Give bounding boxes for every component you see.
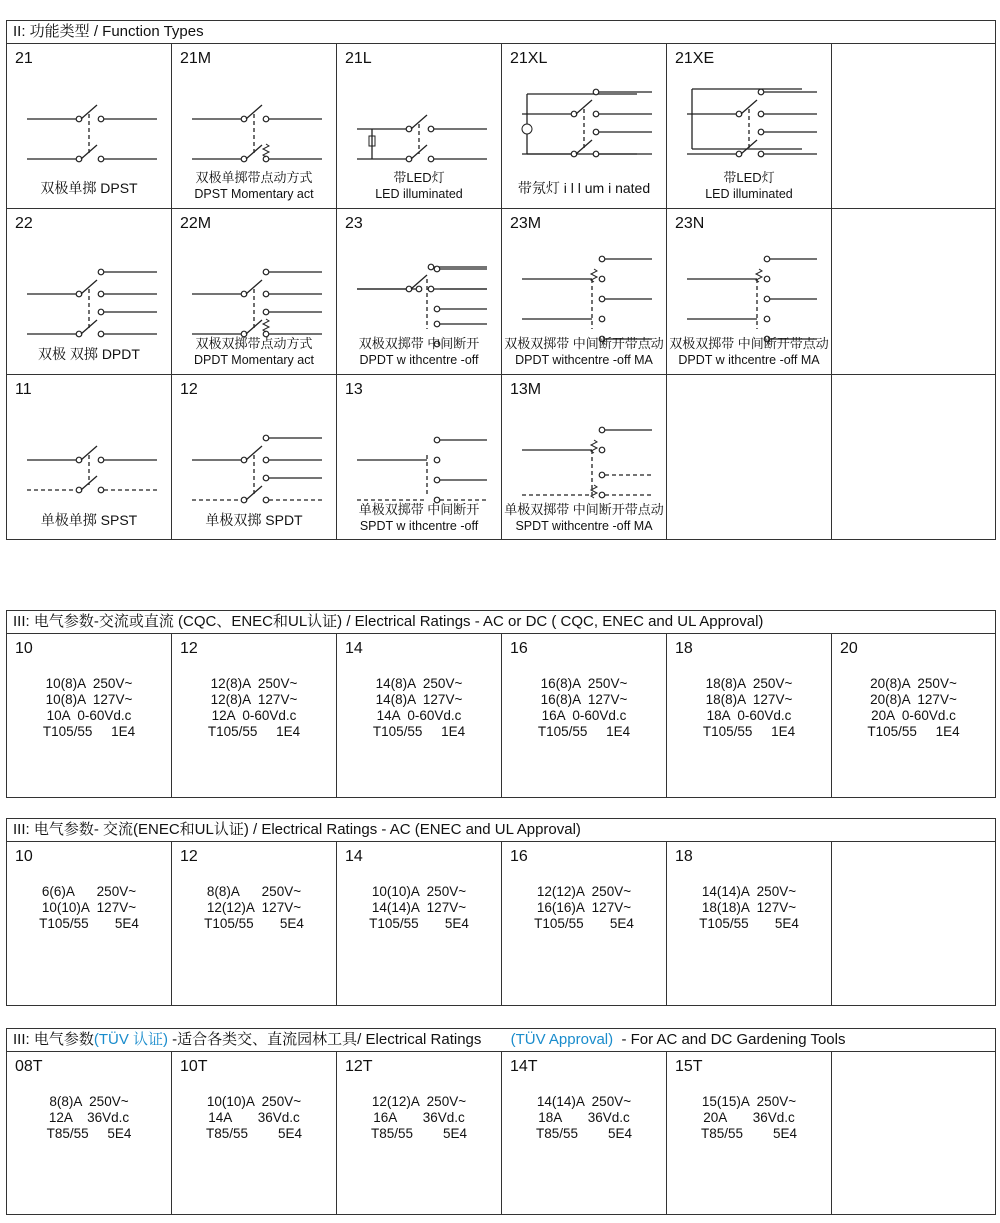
function-type-cell	[7, 44, 172, 209]
rating-cell	[832, 842, 995, 1006]
function-type-cell	[172, 209, 337, 375]
switch-schematic-icon	[17, 239, 162, 349]
function-type-cell	[667, 44, 832, 209]
ratings-ac-dc-header: III: 电气参数-交流或直流 (CQC、ENEC和UL认证) / Electrical Ratings - AC or DC ( CQC, ENEC and UL Approval)	[7, 611, 995, 634]
ratings-tuv-section	[6, 1028, 996, 1215]
ratings-ac-section	[6, 818, 996, 1006]
rating-cell	[667, 634, 832, 798]
function-caption: 单极单掷 SPST	[40, 512, 138, 528]
rating-code: 10T	[180, 1058, 208, 1075]
ratings-tuv-header-c: -适合各类交、直流园林工具/ Electrical Ratings	[168, 1031, 511, 1048]
function-caption-cn: 单极双掷带 中间断开带点动	[504, 502, 664, 517]
function-type-cell	[502, 375, 667, 540]
rating-values: 10(8)A 250V~ 10(8)A 127V~ 10A 0-60Vd.c T105/55 1E4	[42, 676, 136, 739]
ratings-tuv-grid	[7, 1052, 995, 1215]
rating-cell	[832, 1052, 995, 1215]
function-type-cell	[832, 44, 995, 209]
ratings-ac-header: III: 电气参数- 交流(ENEC和UL认证) / Electrical Ratings - AC (ENEC and UL Approval)	[7, 819, 995, 842]
ratings-tuv-header	[7, 1029, 995, 1052]
rating-values: 18(8)A 250V~ 18(8)A 127V~ 18A 0-60Vd.c T105/55 1E4	[702, 676, 796, 739]
rating-cell	[832, 634, 995, 798]
rating-code: 16	[510, 640, 528, 657]
function-caption-cn: 双极双掷带点动方式	[195, 336, 313, 351]
rating-cell	[337, 634, 502, 798]
rating-values: 16(8)A 250V~ 16(8)A 127V~ 16A 0-60Vd.c T105/55 1E4	[537, 676, 631, 739]
rating-code: 14	[345, 848, 363, 865]
rating-cell	[502, 1052, 667, 1215]
rating-code: 14	[345, 640, 363, 657]
function-type-cell	[337, 209, 502, 375]
function-caption-en: DPDT withcentre -off MA	[515, 353, 653, 367]
function-caption: 双极 双掷 DPDT	[38, 346, 140, 362]
rating-values: 12(12)A 250V~ 16A 36Vd.c T85/55 5E4	[370, 1094, 468, 1141]
function-types-section	[6, 20, 996, 540]
ratings-ac-dc-section	[6, 610, 996, 798]
rating-cell	[172, 1052, 337, 1215]
function-type-cell	[832, 209, 995, 375]
function-caption-cn: 单极双掷带 中间断开	[358, 502, 480, 517]
rating-cell	[667, 842, 832, 1006]
function-type-cell	[7, 375, 172, 540]
function-type-cell	[667, 209, 832, 375]
function-caption-en: LED illuminated	[375, 187, 463, 201]
rating-code: 20	[840, 640, 858, 657]
function-code: 22	[15, 215, 33, 232]
rating-values: 20(8)A 250V~ 20(8)A 127V~ 20A 0-60Vd.c T105/55 1E4	[867, 676, 960, 739]
function-code: 23N	[675, 215, 705, 232]
rating-code: 08T	[15, 1058, 43, 1075]
function-caption-en: SPDT w ithcentre -off	[359, 519, 479, 533]
rating-cell	[7, 842, 172, 1006]
ratings-tuv-header-e: - For AC and DC Gardening Tools	[613, 1031, 846, 1048]
function-type-cell	[172, 44, 337, 209]
function-code: 13	[345, 381, 363, 398]
function-caption-cn: 双极双掷带 中间断开带点动	[669, 336, 829, 351]
rating-code: 18	[675, 848, 693, 865]
function-types-header: II: 功能类型 / Function Types	[7, 21, 995, 44]
function-caption-cn: 双极单掷带点动方式	[195, 170, 313, 185]
rating-code: 10	[15, 640, 33, 657]
rating-values: 8(8)A 250V~ 12(12)A 127V~ T105/55 5E4	[204, 884, 304, 931]
rating-code: 12	[180, 848, 198, 865]
function-caption-en: DPDT Momentary act	[194, 353, 314, 367]
function-type-cell	[172, 375, 337, 540]
function-code: 12	[180, 381, 198, 398]
function-type-cell	[337, 44, 502, 209]
rating-values: 14(14)A 250V~ 18(18)A 127V~ T105/55 5E4	[699, 884, 799, 931]
function-caption: 带氖灯 i l l um i nated	[517, 180, 651, 196]
rating-code: 12	[180, 640, 198, 657]
rating-code: 14T	[510, 1058, 538, 1075]
rating-values: 12(8)A 250V~ 12(8)A 127V~ 12A 0-60Vd.c T105/55 1E4	[207, 676, 301, 739]
function-caption-cn: 带LED灯	[723, 170, 775, 185]
rating-cell	[667, 1052, 832, 1215]
rating-code: 15T	[675, 1058, 703, 1075]
function-code: 23M	[510, 215, 542, 232]
rating-cell	[172, 842, 337, 1006]
rating-code: 18	[675, 640, 693, 657]
function-caption-en: SPDT withcentre -off MA	[515, 519, 653, 533]
rating-values: 14(14)A 250V~ 18A 36Vd.c T85/55 5E4	[535, 1094, 633, 1141]
rating-values: 8(8)A 250V~ 12A 36Vd.c T85/55 5E4	[46, 1094, 132, 1141]
rating-values: 14(8)A 250V~ 14(8)A 127V~ 14A 0-60Vd.c T105/55 1E4	[372, 676, 466, 739]
function-type-cell	[337, 375, 502, 540]
function-caption-en: DPST Momentary act	[194, 187, 314, 201]
rating-code: 12T	[345, 1058, 373, 1075]
function-code: 22M	[180, 215, 212, 232]
function-caption-cn: 带LED灯	[393, 170, 445, 185]
function-caption-en: LED illuminated	[705, 187, 793, 201]
function-type-cell	[502, 44, 667, 209]
rating-values: 6(6)A 250V~ 10(10)A 127V~ T105/55 5E4	[39, 884, 139, 931]
rating-cell	[7, 1052, 172, 1215]
rating-cell	[337, 842, 502, 1006]
function-caption-en: DPDT w ithcentre -off	[359, 353, 479, 367]
function-code: 21M	[180, 50, 212, 67]
function-caption: 单极双掷 SPDT	[205, 512, 303, 528]
rating-values: 10(10)A 250V~ 14A 36Vd.c T85/55 5E4	[205, 1094, 303, 1141]
rating-values: 12(12)A 250V~ 16(16)A 127V~ T105/55 5E4	[534, 884, 634, 931]
function-type-cell	[7, 209, 172, 375]
ratings-ac-grid	[7, 842, 995, 1006]
ratings-tuv-header-d: (TÜV Approval)	[510, 1031, 614, 1048]
ratings-tuv-header-a: III: 电气参数	[13, 1031, 94, 1048]
switch-schematic-icon	[182, 405, 327, 515]
function-code: 11	[15, 381, 32, 398]
function-type-cell	[502, 209, 667, 375]
rating-cell	[7, 634, 172, 798]
function-caption: 双极单掷 DPST	[40, 180, 138, 196]
rating-cell	[337, 1052, 502, 1215]
function-code: 23	[345, 215, 363, 232]
function-caption-cn: 双极双掷带 中间断开	[358, 336, 480, 351]
function-type-cell	[832, 375, 995, 540]
rating-code: 10	[15, 848, 33, 865]
function-code: 21XL	[510, 50, 548, 67]
ratings-ac-dc-grid	[7, 634, 995, 798]
rating-values: 15(15)A 250V~ 20A 36Vd.c T85/55 5E4	[700, 1094, 798, 1141]
function-types-grid	[7, 44, 995, 540]
function-type-cell	[667, 375, 832, 540]
function-code: 21XE	[675, 50, 715, 67]
rating-code: 16	[510, 848, 528, 865]
rating-cell	[172, 634, 337, 798]
rating-values: 10(10)A 250V~ 14(14)A 127V~ T105/55 5E4	[369, 884, 469, 931]
switch-schematic-icon	[17, 405, 162, 515]
rating-cell	[502, 842, 667, 1006]
function-caption-en: DPDT w ithcentre -off MA	[678, 353, 820, 367]
rating-cell	[502, 634, 667, 798]
switch-schematic-icon	[512, 74, 657, 184]
function-code: 21	[15, 50, 33, 67]
switch-schematic-icon	[17, 74, 162, 184]
function-code: 13M	[510, 381, 542, 398]
function-caption-cn: 双极双掷带 中间断开带点动	[504, 336, 664, 351]
function-code: 21L	[345, 50, 372, 67]
ratings-tuv-header-b: (TÜV 认证)	[93, 1031, 169, 1048]
